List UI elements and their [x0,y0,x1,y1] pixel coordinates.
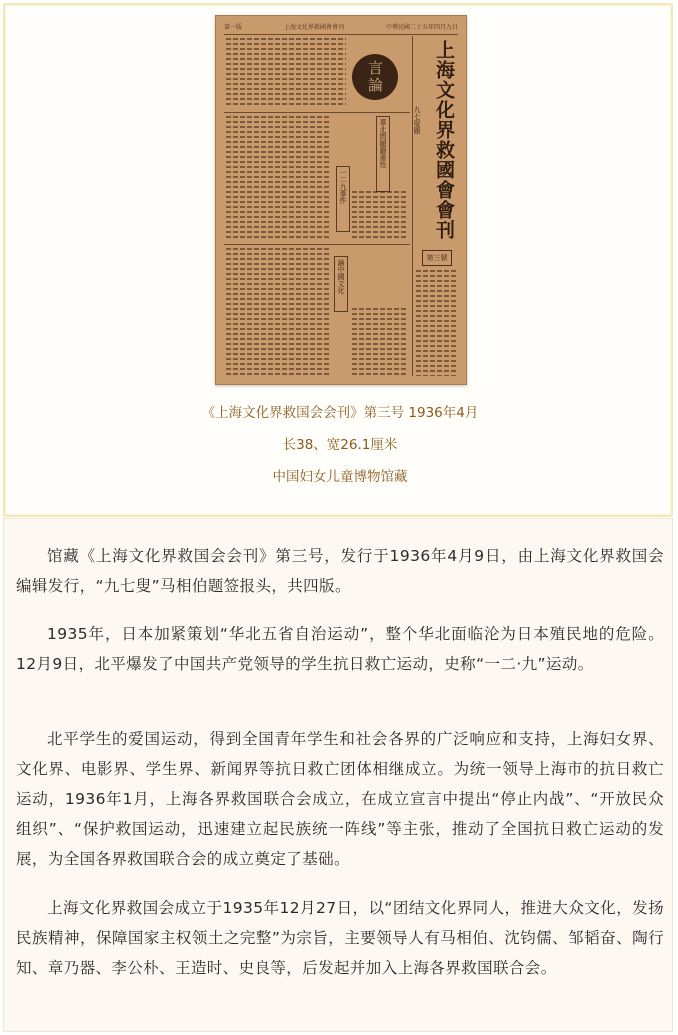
newspaper-header-center: 上海文化界救國會會刊 [283,24,344,31]
newspaper-header [224,22,458,35]
newspaper-masthead: 上海文化界救國會會刊 [433,40,455,240]
newspaper-headline-1: 華北問題嚴重性 [376,116,390,192]
newspaper-rule [224,244,410,245]
paragraph: 北平学生的爱国运动，得到全国青年学生和社会各界的广泛响应和支持，上海妇女界、文化界、电影界、学生界、新闻界等抗日救亡团体相继成立。为统一领导上海市的抗日救亡运动，1936年1月，上海各界救国联合会成立，在成立宣言中提出“停止内战”、“开放民众组织”、“保护救国运动，迅速建立起民族统一阵线”等主张，推动了全国抗日救亡运动的发展，为全国各界救国联合会的成立奠定了基础。 [16,730,664,868]
newspaper-header-right: 中華民國二十五年四月九日 [385,24,458,31]
newspaper-text-block [352,308,408,376]
caption-size: 长38、宽26.1厘米 [282,437,398,453]
newspaper-text-block [226,248,330,376]
paragraph: 馆藏《上海文化界救国会会刊》第三号，发行于1936年4月9日，由上海文化界救国会编辑发行，“九七叟”马相伯题签报头，共四版。 [16,547,664,595]
newspaper-photo[interactable] [215,15,467,385]
newspaper-seal: 言論 [352,54,398,100]
newspaper-rule [412,36,413,376]
newspaper-issue-label: 第三號 [422,250,452,266]
newspaper-text-block [352,191,408,241]
newspaper-text-block [226,116,330,240]
newspaper-text-block [416,270,458,376]
newspaper-headline-2: 一二九事件 [336,166,350,232]
image-card [3,3,673,517]
paragraph: 1935年，日本加紧策划“华北五省自治运动”，整个华北面临沦为日本殖民地的危险。12月9日，北平爆发了中国共产党领导的学生抗日救亡运动，史称“一二·九”运动。 [16,625,664,673]
newspaper-header-left: 第一版 [224,24,243,31]
caption-title: 《上海文化界救国会会刊》第三号 1936年4月 [201,405,479,421]
caption-museum: 中国妇女儿童博物馆藏 [272,469,408,485]
newspaper-rule [224,112,410,113]
paragraph: 上海文化界救国会成立于1935年12月27日，以“团结文化界同人，推进大众文化，发扬民族精神，保障国家主权领土之完整”为宗旨，主要领导人有马相伯、沈钧儒、邹韬奋、陶行知、章乃器、李公朴、王造时、史良等，后发起并加入上海各界救国联合会。 [16,899,664,977]
newspaper-signature: 九七叟題 [413,106,421,134]
newspaper-text-block [226,38,346,108]
article-body [3,518,673,1032]
newspaper-headline-3: 論中國文化 [334,256,348,312]
